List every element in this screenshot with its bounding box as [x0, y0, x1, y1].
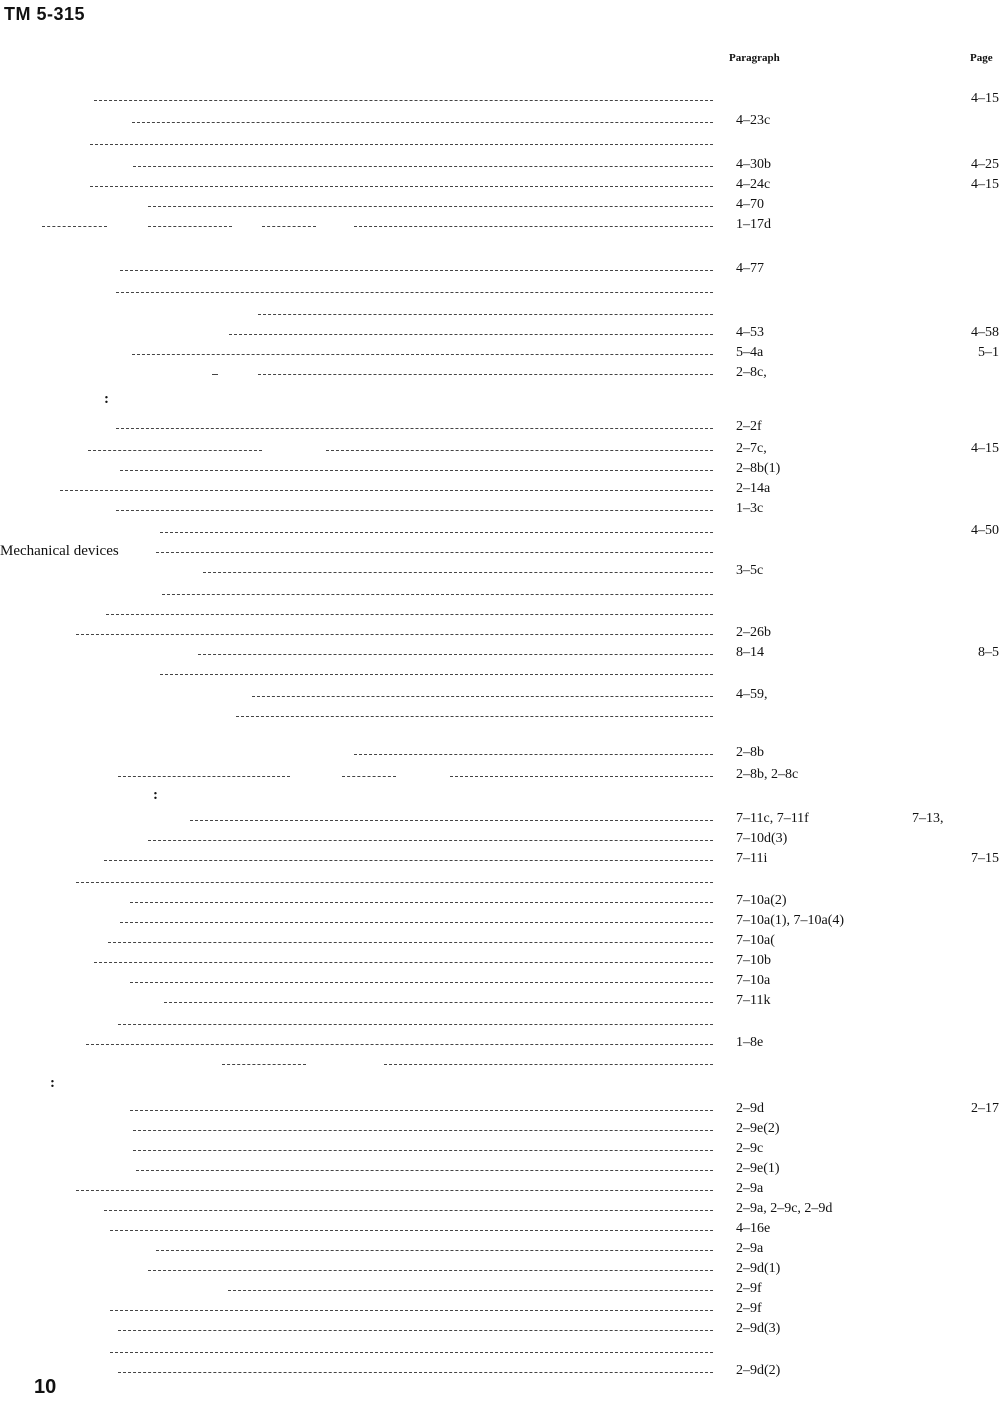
- index-row: [0, 542, 1003, 562]
- dot-leader: [262, 226, 316, 227]
- dot-leader: [120, 270, 713, 271]
- index-row: [0, 196, 1003, 216]
- index-row: [0, 664, 1003, 684]
- paragraph-ref: 7–10d(3): [736, 831, 788, 846]
- page-number: 10: [34, 1376, 57, 1398]
- paragraph-ref: 1–8e: [736, 1035, 764, 1050]
- page-ref: 2–17: [971, 1101, 999, 1116]
- index-row: [0, 522, 1003, 542]
- index-row: [0, 972, 1003, 992]
- index-row: [0, 1240, 1003, 1260]
- index-row: [0, 830, 1003, 850]
- dot-leader: [132, 354, 713, 355]
- page-ref: 4–15: [971, 91, 999, 106]
- dot-leader: [94, 962, 713, 963]
- index-row: [0, 850, 1003, 870]
- dot-leader: [354, 226, 713, 227]
- dot-leader: [212, 374, 218, 375]
- paragraph-ref: 4–16e: [736, 1221, 771, 1236]
- dot-leader: [342, 776, 396, 777]
- index-row: [0, 562, 1003, 582]
- paragraph-ref: 2–9f: [736, 1281, 762, 1296]
- dot-leader: [120, 470, 713, 471]
- paragraph-ref: 2–9a: [736, 1241, 764, 1256]
- paragraph-ref: 4–70: [736, 197, 764, 212]
- dot-leader: [132, 122, 713, 123]
- dot-leader: [160, 674, 713, 675]
- dot-leader: [252, 696, 713, 697]
- dot-leader: [130, 982, 713, 983]
- dot-leader: [108, 942, 713, 943]
- paragraph-ref: 2–9f: [736, 1301, 762, 1316]
- index-row: [0, 1342, 1003, 1362]
- dot-leader: [156, 552, 713, 553]
- page-ref: 8–5: [978, 645, 999, 660]
- paragraph-ref: 2–9d(3): [736, 1321, 781, 1336]
- index-row: [0, 344, 1003, 364]
- paragraph-ref: 4–30b: [736, 157, 771, 172]
- paragraph-ref: 8–14: [736, 645, 764, 660]
- paragraph-ref: 4–77: [736, 261, 764, 276]
- dot-leader: [258, 314, 713, 315]
- index-row: [0, 364, 1003, 384]
- dot-leader: [148, 226, 232, 227]
- dot-leader: [76, 634, 713, 635]
- page-ref: 4–15: [971, 177, 999, 192]
- index-row: [0, 644, 1003, 664]
- index-row: [0, 176, 1003, 196]
- dot-leader: [106, 614, 713, 615]
- index-row: [0, 912, 1003, 932]
- paragraph-ref: 7–11c, 7–11f: [736, 811, 809, 826]
- paragraph-column-header: Paragraph: [729, 52, 780, 64]
- dot-leader: [118, 776, 290, 777]
- paragraph-ref: 2–7c,: [736, 441, 767, 456]
- dot-leader: [133, 166, 713, 167]
- index-row: [0, 1280, 1003, 1300]
- page-column-header: Page: [970, 52, 993, 64]
- paragraph-ref: 2–8b, 2–8c: [736, 767, 799, 782]
- index-row: [0, 156, 1003, 176]
- dot-leader: [110, 1352, 713, 1353]
- index-row: [0, 90, 1003, 110]
- paragraph-ref: 2–9d(2): [736, 1363, 781, 1378]
- index-row: [0, 1220, 1003, 1240]
- index-row: [0, 1362, 1003, 1382]
- dot-leader: [118, 1372, 713, 1373]
- index-row: [0, 1034, 1003, 1054]
- index-row: [0, 766, 1003, 786]
- dot-leader: [258, 374, 713, 375]
- dot-leader: [136, 1170, 713, 1171]
- index-row: [0, 418, 1003, 438]
- paragraph-ref: 2–9a: [736, 1181, 764, 1196]
- dot-leader: [384, 1064, 713, 1065]
- dot-leader: [90, 186, 713, 187]
- paragraph-ref: 7–10a(: [736, 933, 775, 948]
- index-row: [0, 480, 1003, 500]
- dot-leader: [42, 226, 107, 227]
- dot-leader: [104, 1210, 713, 1211]
- subheading-row: [0, 1076, 1003, 1096]
- paragraph-ref: 2–9c: [736, 1141, 764, 1156]
- paragraph-ref: 2–2f: [736, 419, 762, 434]
- index-row: [0, 1180, 1003, 1200]
- dot-leader: [76, 1190, 713, 1191]
- dot-leader: [60, 490, 713, 491]
- dot-leader: [118, 1024, 713, 1025]
- page-ref: 4–25: [971, 157, 999, 172]
- page-ref: 7–13,: [912, 811, 944, 826]
- dot-leader: [162, 594, 713, 595]
- dot-leader: [160, 532, 713, 533]
- index-row: [0, 624, 1003, 644]
- index-row: [0, 1300, 1003, 1320]
- paragraph-ref: 2–8b: [736, 745, 764, 760]
- dot-leader: [116, 292, 713, 293]
- dot-leader: [222, 1064, 306, 1065]
- index-row: [0, 686, 1003, 706]
- paragraph-ref: 7–11i: [736, 851, 768, 866]
- index-row: [0, 134, 1003, 154]
- dot-leader: [203, 572, 713, 573]
- index-row: [0, 1260, 1003, 1280]
- index-row: [0, 1120, 1003, 1140]
- paragraph-ref: 2–8b(1): [736, 461, 781, 476]
- paragraph-ref: 2–26b: [736, 625, 771, 640]
- paragraph-ref: 2–9e(2): [736, 1121, 780, 1136]
- paragraph-ref: 1–17d: [736, 217, 771, 232]
- dot-leader: [88, 450, 262, 451]
- index-row: [0, 260, 1003, 280]
- paragraph-ref: 2–14a: [736, 481, 771, 496]
- index-row: [0, 1054, 1003, 1074]
- index-row: [0, 604, 1003, 624]
- dot-leader: [130, 1110, 713, 1111]
- paragraph-ref: 7–11k: [736, 993, 771, 1008]
- dot-leader: [326, 450, 713, 451]
- paragraph-ref: 4–53: [736, 325, 764, 340]
- dot-leader: [156, 1250, 713, 1251]
- index-row: [0, 872, 1003, 892]
- subheading-colon: :: [153, 787, 158, 803]
- dot-leader: [133, 1130, 713, 1131]
- subheading-row: [0, 392, 1003, 412]
- paragraph-ref: 7–10b: [736, 953, 771, 968]
- page-ref: 7–15: [971, 851, 999, 866]
- index-row: [0, 324, 1003, 344]
- index-row: [0, 744, 1003, 764]
- paragraph-ref: 4–23c: [736, 113, 771, 128]
- dot-leader: [104, 860, 713, 861]
- paragraph-ref: 4–24c: [736, 177, 771, 192]
- subheading-colon: :: [50, 1075, 55, 1091]
- index-row: [0, 992, 1003, 1012]
- dot-leader: [148, 1270, 713, 1271]
- index-row: [0, 584, 1003, 604]
- index-row: [0, 1160, 1003, 1180]
- dot-leader: [148, 206, 713, 207]
- dot-leader: [94, 100, 713, 101]
- index-row: [0, 952, 1003, 972]
- index-row: [0, 1100, 1003, 1120]
- dot-leader: [116, 510, 713, 511]
- entry-label: Mechanical devices: [0, 543, 119, 559]
- index-row: [0, 892, 1003, 912]
- page-ref: 4–58: [971, 325, 999, 340]
- subheading-colon: :: [104, 391, 109, 407]
- index-row: [0, 500, 1003, 520]
- paragraph-ref: 5–4a: [736, 345, 764, 360]
- paragraph-ref: 2–9e(1): [736, 1161, 780, 1176]
- index-row: [0, 282, 1003, 302]
- dot-leader: [120, 922, 713, 923]
- paragraph-ref: 1–3c: [736, 501, 764, 516]
- index-row: [0, 1014, 1003, 1034]
- dot-leader: [228, 1290, 713, 1291]
- index-row: [0, 304, 1003, 324]
- dot-leader: [450, 776, 713, 777]
- dot-leader: [90, 144, 713, 145]
- index-row: [0, 460, 1003, 480]
- dot-leader: [148, 840, 713, 841]
- paragraph-ref: 4–59,: [736, 687, 768, 702]
- dot-leader: [86, 1044, 713, 1045]
- index-row: [0, 1320, 1003, 1340]
- paragraph-ref: 2–9a, 2–9c, 2–9d: [736, 1201, 833, 1216]
- paragraph-ref: 2–9d(1): [736, 1261, 781, 1276]
- dot-leader: [133, 1150, 713, 1151]
- document-id: TM 5-315: [4, 4, 86, 24]
- paragraph-ref: 2–8c,: [736, 365, 767, 380]
- subheading-row: [0, 788, 1003, 808]
- dot-leader: [118, 1330, 713, 1331]
- dot-leader: [198, 654, 713, 655]
- paragraph-ref: 7–10a(1), 7–10a(4): [736, 913, 845, 928]
- dot-leader: [76, 882, 713, 883]
- index-row: [0, 706, 1003, 726]
- paragraph-ref: 3–5c: [736, 563, 764, 578]
- dot-leader: [229, 334, 713, 335]
- page-ref: 4–50: [971, 523, 999, 538]
- dot-leader: [164, 1002, 713, 1003]
- dot-leader: [236, 716, 713, 717]
- index-row: [0, 810, 1003, 830]
- dot-leader: [130, 902, 713, 903]
- paragraph-ref: 7–10a: [736, 973, 771, 988]
- dot-leader: [354, 754, 713, 755]
- index-row: [0, 1140, 1003, 1160]
- dot-leader: [190, 820, 713, 821]
- index-row: [0, 112, 1003, 132]
- page-ref: 5–1: [978, 345, 999, 360]
- index-row: [0, 216, 1003, 236]
- dot-leader: [110, 1310, 713, 1311]
- index-row: [0, 440, 1003, 460]
- page-ref: 4–15: [971, 441, 999, 456]
- paragraph-ref: 2–9d: [736, 1101, 764, 1116]
- paragraph-ref: 7–10a(2): [736, 893, 787, 908]
- index-row: [0, 932, 1003, 952]
- index-row: [0, 1200, 1003, 1220]
- dot-leader: [110, 1230, 713, 1231]
- dot-leader: [116, 428, 713, 429]
